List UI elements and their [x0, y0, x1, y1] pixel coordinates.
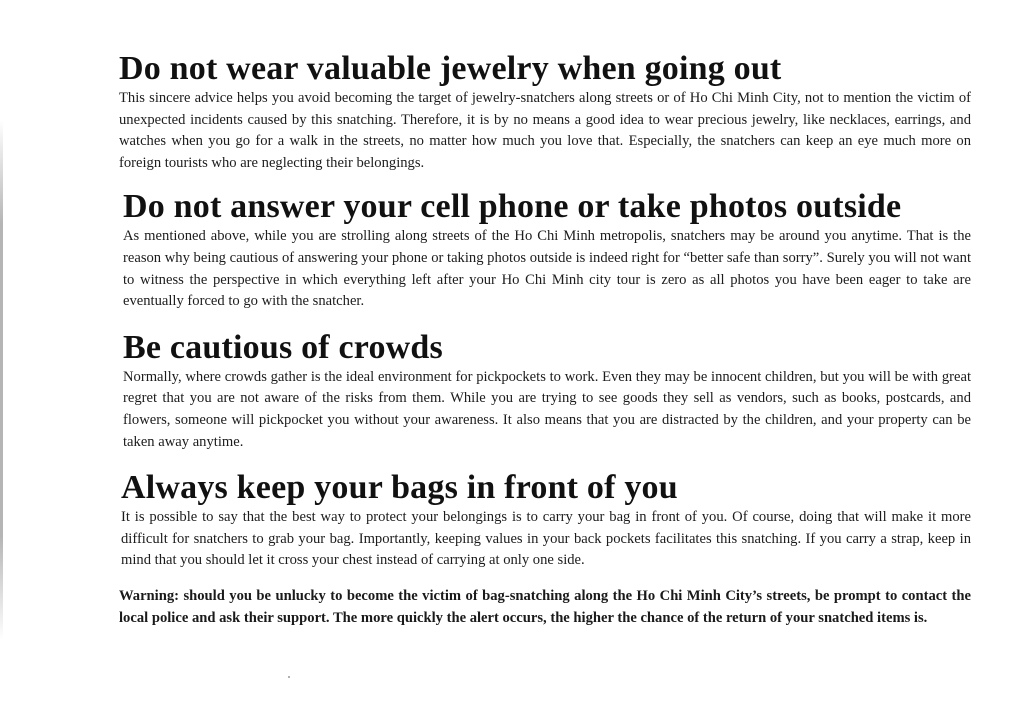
- section-body: Normally, where crowds gather is the ideal environment for pickpockets to work. Even they may be innocent children, but you will be with great regret that you are not aware of the risks from them. While you are trying to see goods they sell as vendors, such as books, postcards, and flowers, someone will pickpocket you without your awareness. It also means that you are distracted by the children, and your property can be taken away anytime.: [123, 368, 971, 450]
- scan-speck: [288, 676, 290, 678]
- section-heading: Do not answer your cell phone or take photos outside: [123, 188, 902, 226]
- section-body: It is possible to say that the best way to protect your belongings is to carry your bag in front of you. Of course, doing that will make it more difficult for snatchers to grab your bag. Importantly, keeping values in your back pockets facilitates this snatching. If you carry a strap, keep in mind that you should let it cross your chest instead of carrying at only one side.: [121, 509, 971, 569]
- section-jewelry: [119, 50, 971, 174]
- section-bags: [121, 469, 971, 572]
- section-body: As mentioned above, while you are strolling along streets of the Ho Chi Minh metropolis, snatchers may be around you anytime. That is the reason why being cautious of answering your phone or taking photos outside is indeed right for “better safe than sorry”. Surely you will not want to witness the perspective in which everything left after your Ho Chi Minh city tour is zero as all photos you have been eager to take are eventually forced to go with the snatcher.: [123, 228, 971, 310]
- section-body: This sincere advice helps you avoid becoming the target of jewelry-snatchers along streets or of Ho Chi Minh City, not to mention the victim of unexpected incidents caused by this snatching. Therefore, it is by no means a good idea to wear precious jewelry, like necklaces, earrings, and watches when you go for a walk in the streets, no matter how much you love that. Especially, the snatchers can keep an eye much more on foreign tourists who are neglecting their belongings.: [119, 90, 971, 171]
- section-cell-phone: [123, 188, 971, 312]
- section-heading: Always keep your bags in front of you: [121, 469, 678, 507]
- section-heading: Be cautious of crowds: [123, 328, 443, 366]
- document-page: [119, 50, 971, 644]
- scan-edge-shadow: [0, 120, 3, 640]
- section-crowds: [123, 329, 971, 453]
- section-heading: Do not wear valuable jewelry when going out: [119, 50, 782, 87]
- warning-note: Warning: should you be unlucky to become the victim of bag-snatching along the Ho Chi Minh City’s streets, be prompt to contact the local police and ask their support. The more quickly the alert occurs, the higher the chance of the return of your snatched items is.: [119, 587, 971, 626]
